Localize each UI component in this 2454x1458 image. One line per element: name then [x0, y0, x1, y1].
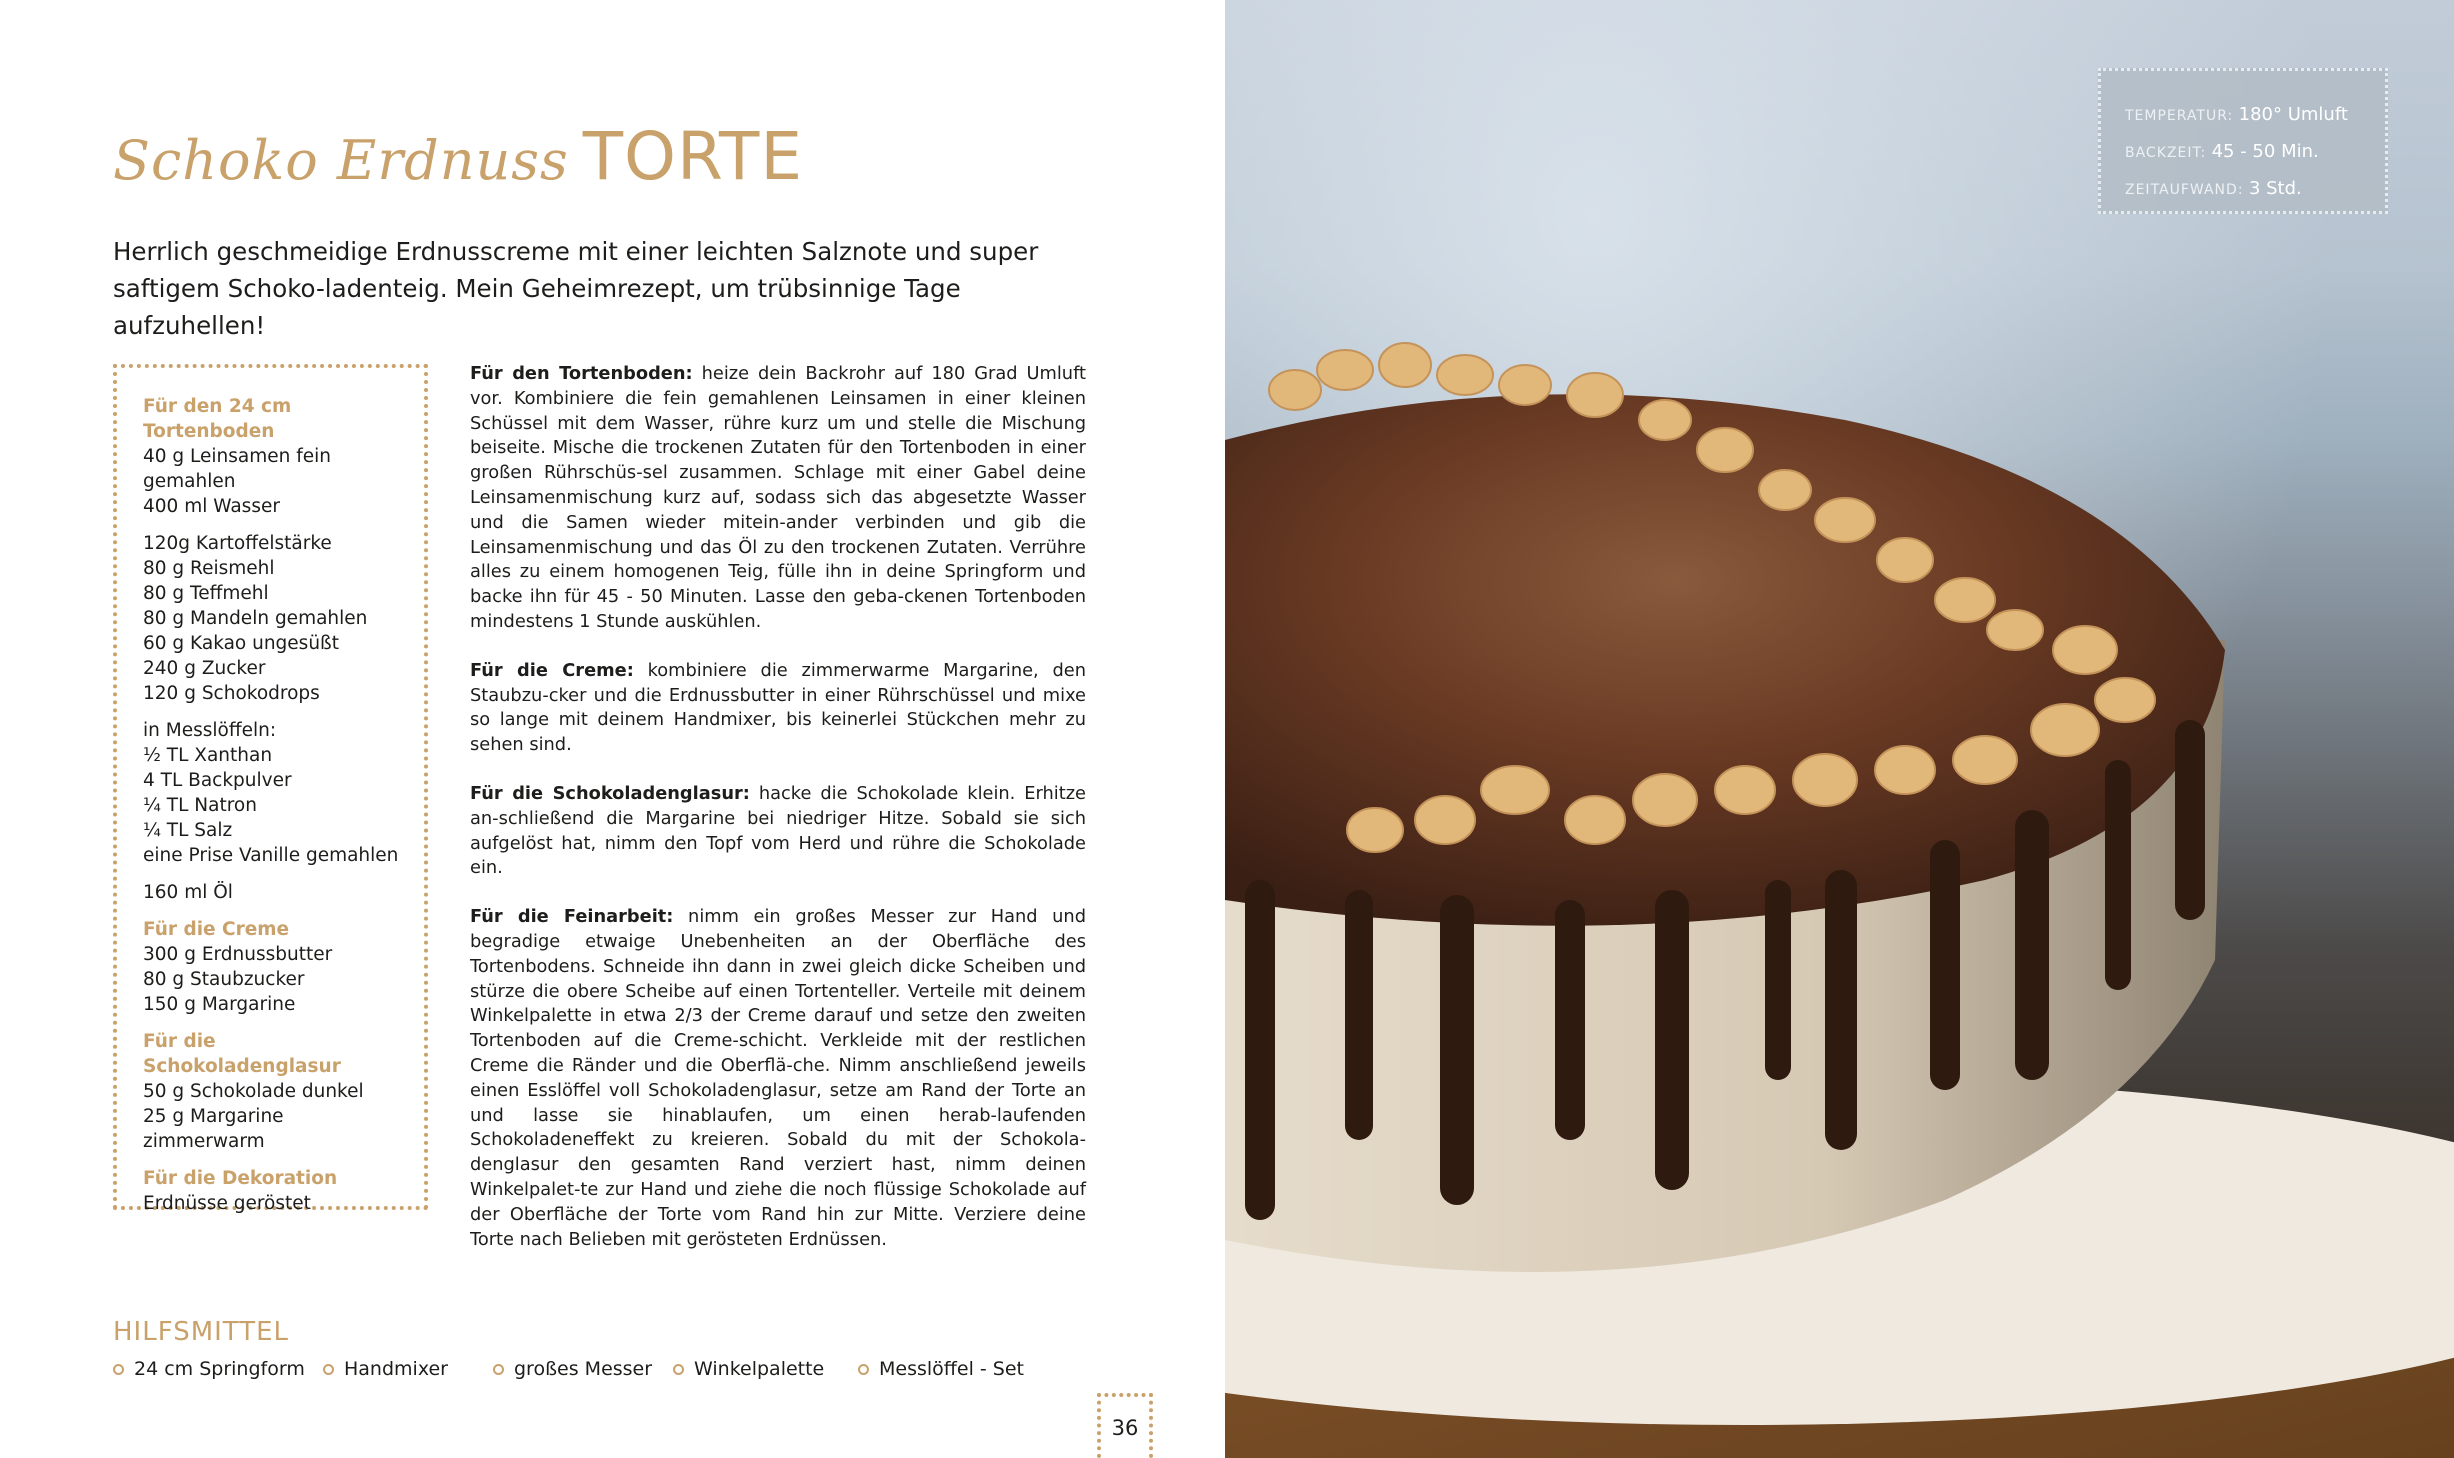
ingredient-group	[143, 880, 402, 905]
ingredient-item: 160 ml Öl	[143, 882, 233, 903]
bullet-circle-icon	[113, 1364, 124, 1375]
recipe-title-caps: TORTE	[582, 118, 804, 195]
baking-info-value: 45 - 50 Min.	[2211, 141, 2319, 162]
ingredient-item: 25 g Margarine zimmerwarm	[143, 1106, 284, 1152]
baking-info-label: BACKZEIT:	[2125, 145, 2207, 161]
tool-item	[113, 1358, 323, 1380]
tool-item	[493, 1358, 673, 1380]
ingredient-item: ¼ TL Salz	[143, 820, 233, 841]
baking-info-box	[2098, 68, 2388, 214]
ingredient-item: 40 g Leinsamen fein gemahlen	[143, 446, 332, 492]
ingredient-item: 120g Kartoffelstärke	[143, 533, 332, 554]
instruction-step	[470, 362, 1086, 635]
ingredient-item: 240 g Zucker	[143, 658, 266, 679]
tool-item	[858, 1358, 1058, 1380]
tool-item	[673, 1358, 858, 1380]
bullet-circle-icon	[673, 1364, 684, 1375]
ingredient-group	[143, 394, 402, 519]
ingredient-item: 80 g Teffmehl	[143, 583, 269, 604]
ingredient-group	[143, 1166, 402, 1216]
tool-item-label: 24 cm Springform	[134, 1358, 305, 1380]
bullet-circle-icon	[323, 1364, 334, 1375]
instruction-step-text: nimm ein großes Messer zur Hand und begradige etwaige Unebenheiten an der Oberfläche des Tortenbodens. Schneide ihn dann in zwei gleich dicke Scheiben und stürze die obere Scheibe auf einen Tortenteller. Verteile mit deinem Winkelpalette in etwa 2/3 der Creme darauf und setze den zweiten Tortenboden auf die Creme-schicht. Verkleide mit der restlichen Creme die Ränder und die Oberflä-che. Nimm anschließend jeweils einen Esslöffel voll Schokoladenglasur, setze am Rand der Torte an und lasse sie hinablaufen, um einen herab-laufenden Schokoladeneffekt zu kreieren. Sobald du mit der Schokola-denglasur den gesamten Rand verziert hast, nimm deinen Winkelpalet-te zur Hand und ziehe die noch flüssige Schokolade auf der Oberfläche der Torte vom Rand hin zur Mitte. Verziere deine Torte nach Belieben mit gerösteten Erdnüssen.	[470, 906, 1086, 1250]
tool-item-label: Messlöffel - Set	[879, 1358, 1024, 1380]
ingredient-item: 400 ml Wasser	[143, 496, 280, 517]
instructions	[470, 362, 1086, 1276]
ingredient-item: 80 g Staubzucker	[143, 969, 305, 990]
tool-item-label: Handmixer	[344, 1358, 448, 1380]
instruction-step	[470, 782, 1086, 881]
ingredient-group-heading: Für die Dekoration	[143, 1168, 338, 1189]
instruction-step	[470, 659, 1086, 758]
ingredient-group-heading: Für die Schokoladenglasur	[143, 1031, 341, 1077]
ingredient-group-heading: Für den 24 cm Tortenboden	[143, 396, 292, 442]
ingredient-item: 150 g Margarine	[143, 994, 296, 1015]
ingredient-item: 60 g Kakao ungesüßt	[143, 633, 339, 654]
ingredient-item: eine Prise Vanille gemahlen	[143, 845, 399, 866]
ingredient-item: 120 g Schokodrops	[143, 683, 320, 704]
cake-illustration	[1225, 0, 2454, 1458]
tool-item-label: Winkelpalette	[694, 1358, 825, 1380]
tools-heading: HILFSMITTEL	[113, 1317, 290, 1347]
ingredient-item: 80 g Reismehl	[143, 558, 275, 579]
ingredient-item: 80 g Mandeln gemahlen	[143, 608, 368, 629]
baking-info-row	[2125, 97, 2385, 134]
baking-info-row	[2125, 171, 2385, 208]
instruction-step-text: kombiniere die zimmerwarme Margarine, den Staubzu-cker und die Erdnussbutter in einer Rührschüssel und mixe so lange mit deinem Handmixer, bis keinerlei Stückchen mehr zu sehen sind.	[470, 659, 1086, 756]
ingredient-group	[143, 531, 402, 706]
cake-photo	[1225, 0, 2454, 1458]
page-number	[1097, 1393, 1153, 1458]
instruction-step	[470, 905, 1086, 1252]
ingredient-group	[143, 718, 402, 868]
baking-info-label: TEMPERATUR:	[2125, 108, 2234, 124]
ingredient-group	[143, 917, 402, 1017]
bullet-circle-icon	[493, 1364, 504, 1375]
baking-info-row	[2125, 134, 2385, 171]
instruction-step-text: heize dein Backrohr auf 180 Grad Umluft vor. Kombiniere die fein gemahlenen Leinsamen in einer kleinen Schüssel mit dem Wasser, rühre kurz um und stelle die Mischung beiseite. Mische die trockenen Zutaten für den Tortenboden in einer großen Rührschüs-sel zusammen. Schlage mit einer Gabel deine Leinsamenmischung kurz auf, sodass sich das abgesetzte Wasser und die Samen wieder mitein-ander verbinden und gib die Leinsamenmischung und das Öl zu den trockenen Zutaten. Verrühre alles zu einem homogenen Teig, fülle ihn in deine Springform und backe ihn für 45 - 50 Minuten. Lasse den geba-ckenen Tortenboden mindestens 1 Stunde auskühlen.	[470, 363, 1086, 632]
ingredient-group-heading: Für die Creme	[143, 919, 290, 940]
recipe-intro: Herrlich geschmeidige Erdnusscreme mit einer leichten Salznote und super saftigem Schoko-ladenteig. Mein Geheimrezept, um trübsinnige Tage aufzuhellen!	[113, 237, 1039, 340]
page-number-text: 36	[1111, 1415, 1139, 1440]
recipe-title-script: Schoko Erdnuss	[113, 129, 569, 192]
recipe-page	[0, 0, 1225, 1458]
ingredient-item: ¼ TL Natron	[143, 795, 257, 816]
bullet-circle-icon	[858, 1364, 869, 1375]
baking-info-label: ZEITAUFWAND:	[2125, 182, 2244, 198]
recipe-title	[113, 118, 803, 195]
ingredient-item: 300 g Erdnussbutter	[143, 944, 333, 965]
ingredient-item: in Messlöffeln:	[143, 720, 277, 741]
ingredient-item: ½ TL Xanthan	[143, 745, 273, 766]
ingredient-item: Erdnüsse geröstet	[143, 1193, 311, 1214]
instruction-step-text: hacke die Schokolade klein. Erhitze an-schließend die Margarine bei niedriger Hitze. Sobald sie sich aufgelöst hat, nimm den Topf vom Herd und rühre die Schokolade ein.	[470, 782, 1086, 879]
ingredient-group	[143, 1029, 402, 1154]
ingredient-item: 50 g Schokolade dunkel	[143, 1081, 364, 1102]
tool-item-label: großes Messer	[514, 1358, 653, 1380]
instruction-step-label: Für die Creme:	[470, 659, 634, 681]
tool-item	[323, 1358, 493, 1380]
baking-info-value: 180° Umluft	[2238, 104, 2348, 125]
instruction-step-label: Für die Feinarbeit:	[470, 906, 674, 928]
instruction-step-label: Für die Schokoladenglasur:	[470, 782, 750, 804]
baking-info-value: 3 Std.	[2248, 178, 2302, 199]
instruction-step-label: Für den Tortenboden:	[470, 363, 693, 384]
tools-list	[113, 1358, 1058, 1380]
ingredients-box	[113, 364, 428, 1214]
ingredient-item: 4 TL Backpulver	[143, 770, 292, 791]
